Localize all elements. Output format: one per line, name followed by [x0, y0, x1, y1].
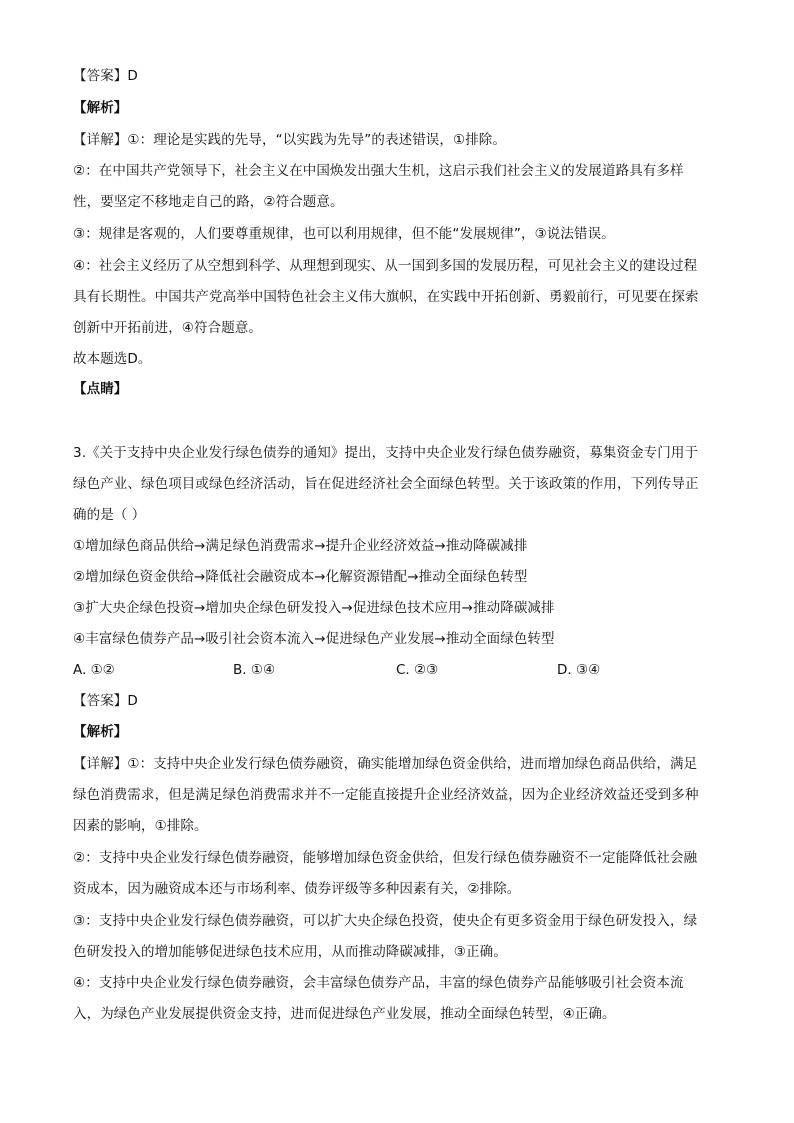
- option-d: D. ③④: [557, 662, 601, 678]
- detail-line: ②：在中国共产党领导下，社会主义在中国焕发出强大生机，这启示我们社会主义的发展道路具有多样: [73, 163, 684, 179]
- detail-line: 因素的影响，①排除。: [73, 818, 208, 834]
- detail-line: 性，要坚定不移地走自己的路，②符合题意。: [73, 194, 344, 210]
- detail-line: ④：社会主义经历了从空想到科学、从理想到现实、从一国到多国的发展历程，可见社会主义的建设过程: [73, 258, 698, 274]
- detail-line: 入，为绿色产业发展提供资金支持，进而促进绿色产业发展，推动全面绿色转型，④正确。: [73, 1006, 616, 1022]
- detail-line: 色研发投入的增加能够促进绿色技术应用，从而推动降碳减排，③正确。: [73, 944, 507, 960]
- detail-line: 资成本，因为融资成本还与市场利率、债券评级等多种因素有关，②排除。: [73, 881, 521, 897]
- option-c: C. ②③: [396, 662, 439, 678]
- question-stem: 确的是（ ）: [73, 507, 146, 523]
- answer-label: 【答案】D: [73, 68, 138, 84]
- statement-2: ②增加绿色资金供给→降低社会融资成本→化解资源错配→推动全面绿色转型: [73, 569, 528, 585]
- statement-4: ④丰富绿色债券产品→吸引社会资本流入→促进绿色产业发展→推动全面绿色转型: [73, 631, 555, 647]
- detail-line: 【详解】①：理论是实践的先导，“以实践为先导”的表述错误，①排除。: [73, 132, 506, 148]
- detail-line: 【详解】①：支持中央企业发行绿色债券融资，确实能增加绿色资金供给，进而增加绿色商品供给，满足: [73, 756, 698, 772]
- detail-line: ④：支持中央企业发行绿色债券融资，会丰富绿色债券产品，丰富的绿色债券产品能够吸引社会资本流: [73, 975, 684, 991]
- statement-3: ③扩大央企绿色投资→增加央企绿色研发投入→促进绿色技术应用→推动降碳减排: [73, 600, 555, 616]
- detail-line: ②：支持中央企业发行绿色债券融资，能够增加绿色资金供给，但发行绿色债券融资不一定能降低社会融: [73, 850, 698, 866]
- detail-line: 具有长期性。中国共产党高举中国特色社会主义伟大旗帜，在实践中开拓创新、勇毅前行，可见要在探索: [73, 289, 699, 305]
- option-b: B. ①④: [233, 662, 276, 678]
- question-stem: 绿色产业、绿色项目或绿色经济活动，旨在促进经济社会全面绿色转型。关于该政策的作用，下列传导正: [73, 476, 699, 492]
- detail-line: 创新中开拓前进，④符合题意。: [73, 320, 263, 336]
- question-stem: 3.《关于支持中央企业发行绿色债券的通知》提出，支持中央企业发行绿色债券融资，募集资金专门用于: [73, 445, 699, 461]
- detail-line: ③：支持中央企业发行绿色债券融资，可以扩大央企绿色投资，使央企有更多资金用于绿色研发投入，绿: [73, 913, 698, 929]
- detail-line: ③：规律是客观的，人们要尊重规律，也可以利用规律，但不能“发展规律”，③说法错误。: [73, 226, 615, 242]
- statement-1: ①增加绿色商品供给→满足绿色消费需求→提升企业经济效益→推动降碳减排: [73, 538, 528, 554]
- detail-line: 绿色消费需求，但是满足绿色消费需求并不一定能直接提升企业经济效益，因为企业经济效益还受到多种: [73, 787, 699, 803]
- comment-heading: 【点睛】: [73, 381, 128, 397]
- analysis-heading: 【解析】: [73, 724, 128, 740]
- answer-label: 【答案】D: [73, 693, 138, 709]
- analysis-heading: 【解析】: [73, 100, 128, 116]
- conclusion-line: 故本题选D。: [73, 351, 152, 367]
- option-a: A. ①②: [73, 662, 115, 678]
